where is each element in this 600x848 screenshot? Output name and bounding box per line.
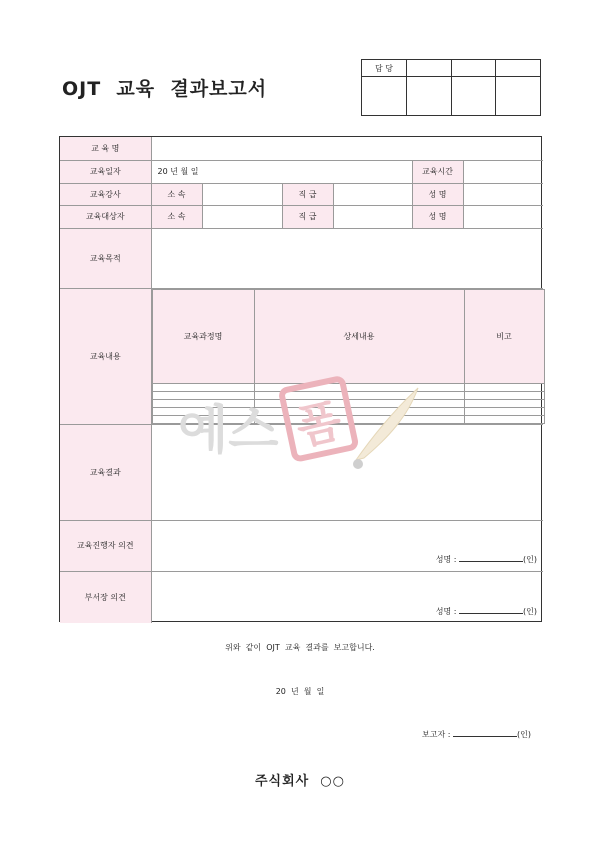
training-time-field[interactable] (463, 160, 543, 183)
content-header-note: 비고 (464, 289, 544, 384)
training-date-field[interactable]: 20 년 월 일 (151, 160, 412, 183)
content-cell[interactable] (254, 391, 464, 399)
approval-box (361, 59, 541, 116)
content-cell[interactable] (254, 399, 464, 407)
content-table (152, 289, 545, 424)
trainer-opinion-field[interactable] (151, 520, 543, 571)
approval-header: 담 당 (362, 60, 407, 77)
content-cell[interactable] (464, 415, 544, 423)
instructor-org-label: 소 속 (151, 183, 202, 205)
report-date: 20 년 월 일 (275, 687, 325, 696)
approval-cell[interactable] (496, 60, 541, 77)
company-name: 주식회사 ○○ (255, 774, 345, 789)
trainer-signature: 성명 : (인) (435, 554, 538, 564)
instructor-name-label: 성 명 (412, 183, 463, 205)
instructor-rank-label: 직 급 (282, 183, 333, 205)
training-date-label: 교육일자 (60, 160, 151, 183)
approval-sign-cell[interactable] (362, 77, 407, 116)
content-cell[interactable] (464, 399, 544, 407)
result-label: 교육결과 (60, 424, 151, 520)
approval-sign-cell[interactable] (407, 77, 452, 116)
report-form (59, 136, 542, 622)
content-cell[interactable] (254, 415, 464, 423)
reporter-signature: 보고자 : (인) (422, 730, 531, 739)
report-statement: 위와 같이 OJT 교육 결과를 보고합니다. (225, 643, 375, 652)
purpose-field[interactable] (151, 228, 543, 288)
result-field[interactable] (151, 424, 543, 520)
training-time-label: 교육시간 (412, 160, 463, 183)
content-cell[interactable] (464, 407, 544, 415)
content-cell[interactable] (254, 384, 464, 392)
approval-sign-cell[interactable] (451, 77, 496, 116)
content-cell[interactable] (254, 407, 464, 415)
dept-opinion-field[interactable] (151, 571, 543, 623)
course-name-label: 교 육 명 (60, 137, 151, 160)
instructor-org-field[interactable] (202, 183, 282, 205)
content-cell[interactable] (152, 415, 254, 423)
trainee-rank-label: 직 급 (282, 205, 333, 228)
purpose-label: 교육목적 (60, 228, 151, 288)
trainee-name-field[interactable] (463, 205, 543, 228)
watermark-text: 예스 (178, 401, 279, 461)
trainee-rank-field[interactable] (333, 205, 412, 228)
content-cell[interactable] (152, 391, 254, 399)
content-cell[interactable] (152, 407, 254, 415)
content-header-course: 교육과정명 (152, 289, 254, 384)
dept-opinion-label: 부서장 의견 (60, 571, 151, 623)
approval-sign-cell[interactable] (496, 77, 541, 116)
instructor-rank-field[interactable] (333, 183, 412, 205)
trainee-name-label: 성 명 (412, 205, 463, 228)
content-table-cell (151, 288, 543, 424)
course-name-field[interactable] (151, 137, 543, 160)
content-cell[interactable] (464, 384, 544, 392)
content-cell[interactable] (152, 399, 254, 407)
trainee-org-field[interactable] (202, 205, 282, 228)
content-label: 교육내용 (60, 288, 151, 424)
approval-cell[interactable] (407, 60, 452, 77)
content-cell[interactable] (464, 391, 544, 399)
trainee-org-label: 소 속 (151, 205, 202, 228)
trainee-label: 교육대상자 (60, 205, 151, 228)
content-header-detail: 상세내용 (254, 289, 464, 384)
instructor-label: 교육강사 (60, 183, 151, 205)
approval-cell[interactable] (451, 60, 496, 77)
document-title: OJT 교육 결과보고서 (62, 78, 268, 100)
instructor-name-field[interactable] (463, 183, 543, 205)
trainer-opinion-label: 교육진행자 의견 (60, 520, 151, 571)
svg-text:폼: 폼 (291, 392, 347, 455)
content-cell[interactable] (152, 384, 254, 392)
dept-signature: 성명 : (인) (435, 607, 538, 616)
